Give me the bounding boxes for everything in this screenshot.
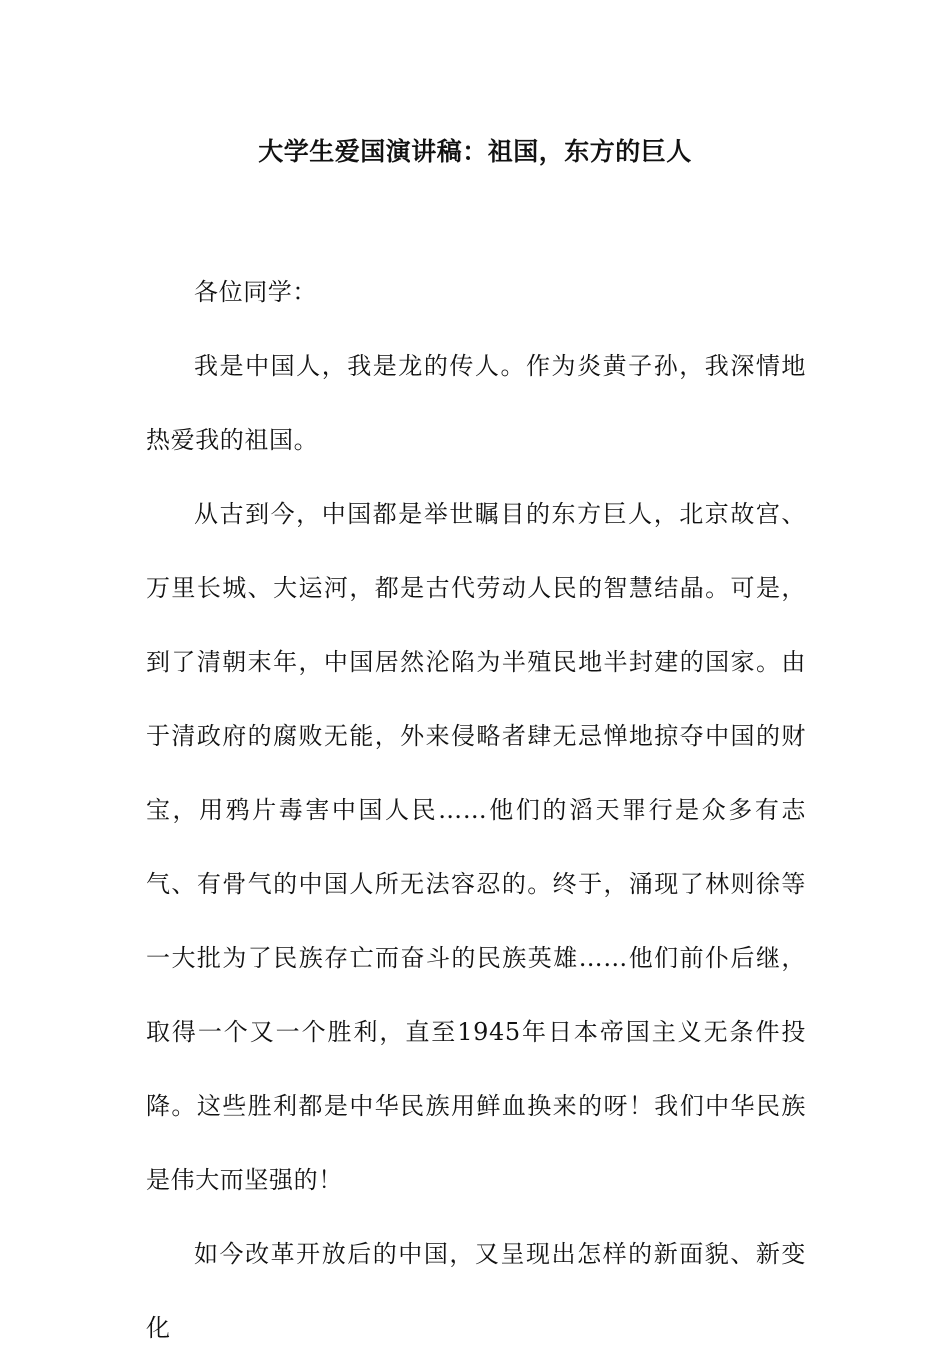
paragraph-salutation: 各位同学： [194,278,317,306]
document-body [146,255,806,1365]
paragraph-today: 如今改革开放后的中国，又呈现出怎样的新面貌、新变化 [146,1240,806,1342]
document-title: 大学生爱国演讲稿：祖国，东方的巨人 [258,137,692,166]
paragraph-intro: 我是中国人，我是龙的传人。作为炎黄子孙，我深情地热爱我的祖国。 [146,352,806,454]
paragraph-history: 从古到今，中国都是举世瞩目的东方巨人，北京故宫、万里长城、大运河，都是古代劳动人民的智慧结晶。可是，到了清朝末年，中国居然沦陷为半殖民地半封建的国家。由于清政府的腐败无能，外来侵略者肆无忌惮地掠夺中国的财宝，用鸦片毒害中国人民……他们的滔天罪行是众多有志气、有骨气的中国人所无法容忍的。终于，涌现了林则徐等一大批为了民族存亡而奋斗的民族英雄……他们前仆后继，取得一个又一个胜利，直至1945年日本帝国主义无条件投降。这些胜利都是中华民族用鲜血换来的呀！我们中华民族是伟大而坚强的！ [146,500,806,1194]
